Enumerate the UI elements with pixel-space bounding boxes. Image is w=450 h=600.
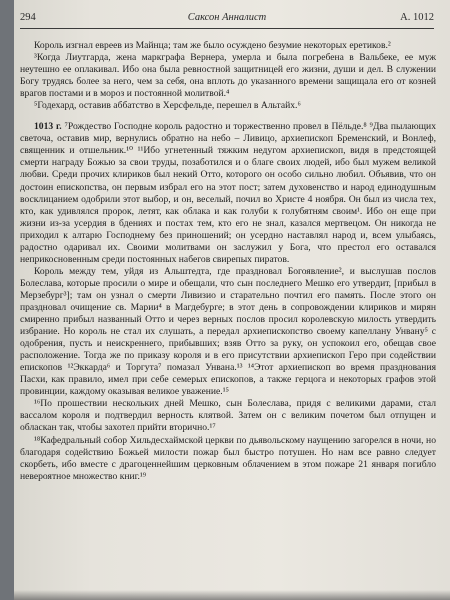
running-title: Саксон Анналист	[187, 12, 267, 23]
bottom-shadow	[14, 590, 450, 600]
paragraph-expulsion: Король изгнал евреев из Майнца; там же было осуждено безумие некоторых еретиков.²	[34, 40, 391, 51]
paragraph-hildesheim-fire: ¹⁸Кафедральный собор Хильдесхаймской церкви по дьявольскому наущению загорелся в ночи, но благодаря содействию Божьей милости пожар был быстро потушен. Но нам все равно следует скорбеть, ибо вместе с драгоценнейшим церковным облачением в этом пожаре 21 января погибло невероятное множество книг.¹⁹	[20, 434, 436, 482]
book-page	[14, 0, 450, 600]
year-1013-text: ⁷Рождество Господне король радостно и торжественно провел в Пёльде.⁸ ⁹Два пылающих светоча, оставив мир, вернулись обратно на небо – Ливицо, архиепископ Бременский, и Вонлеф, священник и отшельник.¹⁰ ¹¹Ибо угнетенный тяжким недугом архиепископ, видя в предстоящей смерти награду Божью за свои труды, позаботился и о благе своих людей, ибо был мужем великой любви. Среди прочих клириков был некий Отто, которого он особо сильно любил. Объявив, что он достоин епископства, он первым избрал его на этот пост; затем духовенство и народ единодушным восклицанием одобрили этот выбор, и он, веселый, почил во Христе 4 ноября. Он был из числа тех, кто, как удивлялся пророк, летят, как облака и как голуби к голубятням своим¹. Ибо он еще при жизни из-за усердия в бдениях и постах тем, кто его не знал, казался мертвецом. Он никогда не приходил к алтарю Господнему без приношений; он усердно наставлял народ и, всем улыбаясь, радостно одаривал их. Своими молитвами он заслужил у Бога, что престол его оставался неприкосновенным среди постоянных набегов свирепых пиратов.	[20, 121, 436, 265]
paragraph-godehard: ⁵Годехард, оставив аббатство в Херсфельде, перешел в Альтайх.⁶	[34, 100, 301, 112]
header-rule	[20, 28, 434, 29]
paragraph-liutgarda: ³Когда Лиутгарда, жена маркграфа Вернера, умерла и была погребена в Вальбеке, ее муж неутешно ее оплакивал. Ибо она была ревностной защитницей его жизни, души и дел. В служении Богу трудясь более за него, чем за себя, она вплоть до указанного времени защищала его от козней врагов постами и в мороз и постоянной молитвой.⁴	[20, 52, 436, 100]
paragraph-year-1013	[20, 121, 436, 266]
year-tag: А. 1012	[400, 12, 434, 23]
paragraph-mieszko: ¹⁶По прошествии нескольких дней Мешко, сын Болеслава, придя с великими дарами, стал вассалом короля и подтвердил верность клятвой. Затем он с великим почетом был отпущен и обласкан так, чтобы захотел прийти вторично.¹⁷	[20, 398, 436, 434]
page-number: 294	[20, 12, 36, 23]
paragraph-king-altstedt: Король между тем, уйдя из Альштедта, где праздновал Богоявление², и выслушав послов Болеслава, которые просили о мире и обещали, что сын последнего Мешко его утвердит, [прибыл в Мерзебург³]; там он узнал о смерти Ливизио и старательно почтил его память. После этого он праздновал очищение св. Марии⁴ в Магдебурге; в этот день в сопровождении клириков и мирян смиренно прибыл названный Отто и через верных послов просил королевскую милость утвердить избрание. Но король не стал их слушать, а передал архиепископство своему капеллану Унвану⁵ с одобрения, пусть и неискреннего, прибывших; взяв Отто за руку, он успокоил его, обещав свое расположение. Тогда же по приказу короля и в его присутствии архиепископ Геро при содействии епископов ¹²Эккарда⁶ и Торгута⁷ помазал Унвана.¹³ ¹⁴Этот архиепископ во время празднования Пасхи, как правило, имел при себе семерых епископов, а также герцога и некоторых графов этой провинции, каждому оказывая великое уважение.¹⁵	[20, 265, 436, 398]
running-header	[20, 12, 434, 28]
text-body	[20, 40, 436, 483]
year-label: 1013 г.	[34, 121, 62, 133]
